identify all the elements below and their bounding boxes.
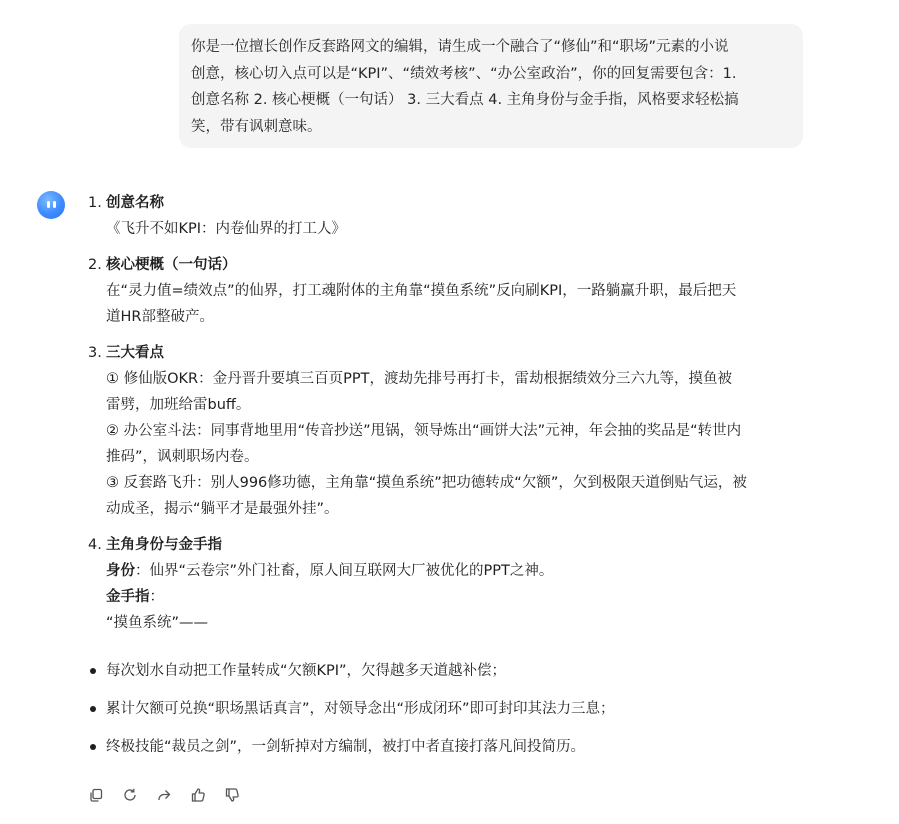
user-message-line: 你是一位擅长创作反套路网文的编辑，请生成一个融合了“修仙”和“职场”元素的小说 [191, 39, 729, 55]
highlight-line: 推码”，讽刺职场内卷。 [106, 449, 259, 465]
copy-button[interactable] [88, 785, 122, 805]
cheat-name: “摸鱼系统”—— [106, 615, 209, 631]
cheat-bullet-list [88, 658, 808, 772]
section-number: 4. [88, 537, 102, 553]
section-body: 《飞升不如KPI：内卷仙界的打工人》 [106, 221, 347, 237]
cheat-line [106, 584, 808, 610]
cheat-colon: ： [149, 589, 164, 605]
user-message-line: 创意名称 2. 核心梗概（一句话） 3. 三大看点 4. 主角身份与金手指，风格要求轻松搞 [191, 92, 739, 108]
highlight-line: 动成圣，揭示“躺平才是最强外挂”。 [106, 501, 339, 517]
assistant-answer [88, 190, 808, 646]
list-item [88, 696, 808, 734]
highlight-line: ① 修仙版OKR：金丹晋升要填三百页PPT，渡劫先排号再打卡，雷劫根据绩效分三六九等，摸鱼被 [106, 371, 732, 387]
avatar-eye-right [53, 201, 56, 208]
section-heading: 主角身份与金手指 [106, 537, 222, 553]
highlight-line: ② 办公室斗法：同事背地里用“传音抄送”甩锅，领导炼出“画饼大法”元神，年会抽的奖品是“转世内 [106, 423, 742, 439]
section-heading: 核心梗概（一句话） [106, 257, 237, 273]
thumbs-up-button[interactable] [190, 785, 224, 805]
section-heading: 创意名称 [106, 195, 164, 211]
avatar-eye-left [47, 201, 50, 208]
highlight-line: ③ 反套路飞升：别人996修功德，主角靠“摸鱼系统”把功德转成“欠额”，欠到极限天道倒贴气运，被 [106, 475, 747, 491]
thumbs-down-icon [224, 787, 240, 803]
share-icon [156, 787, 172, 803]
bullet-dot [90, 668, 96, 674]
section-core-synopsis [88, 252, 808, 330]
assistant-avatar [37, 191, 65, 219]
message-action-bar [88, 785, 258, 805]
share-button[interactable] [156, 785, 190, 805]
regenerate-icon [122, 787, 138, 803]
user-message-bubble [179, 24, 803, 148]
copy-icon [88, 787, 104, 803]
thumbs-down-button[interactable] [224, 785, 258, 805]
regenerate-button[interactable] [122, 785, 156, 805]
list-item-text: 累计欠额可兑换“职场黑话真言”，对领导念出“形成闭环”即可封印其法力三息； [106, 701, 615, 717]
highlight-line: 雷劈，加班给雷buff。 [106, 397, 251, 413]
list-item-text: 终极技能“裁员之剑”，一剑斩掉对方编制，被打中者直接打落凡间投简历。 [106, 739, 586, 755]
section-protagonist [88, 532, 808, 636]
section-body-line: 在“灵力值=绩效点”的仙界，打工魂附体的主角靠“摸鱼系统”反向刷KPI，一路躺赢升职，最后把天 [106, 283, 737, 299]
list-item [88, 734, 808, 772]
list-item [88, 658, 808, 696]
section-highlights [88, 340, 808, 522]
section-idea-name [88, 190, 808, 242]
section-heading: 三大看点 [106, 345, 164, 361]
cheat-label: 金手指 [106, 589, 150, 605]
section-number: 2. [88, 257, 102, 273]
section-number: 3. [88, 345, 102, 361]
identity-label: 身份 [106, 563, 135, 579]
section-number: 1. [88, 195, 102, 211]
identity-line [106, 558, 808, 584]
user-message-line: 笑，带有讽刺意味。 [191, 118, 322, 135]
bullet-dot [90, 744, 96, 750]
user-message-line: 创意，核心切入点可以是“KPI”、“绩效考核”、“办公室政治”，你的回复需要包含：1. [191, 65, 737, 82]
list-item-text: 每次划水自动把工作量转成“欠额KPI”，欠得越多天道越补偿； [106, 663, 507, 679]
identity-text: ：仙界“云卷宗”外门社畜，原人间互联网大厂被优化的PPT之神。 [135, 563, 554, 579]
bullet-dot [90, 706, 96, 712]
thumbs-up-icon [190, 787, 206, 803]
section-body-line: 道HR部整破产。 [106, 309, 214, 325]
